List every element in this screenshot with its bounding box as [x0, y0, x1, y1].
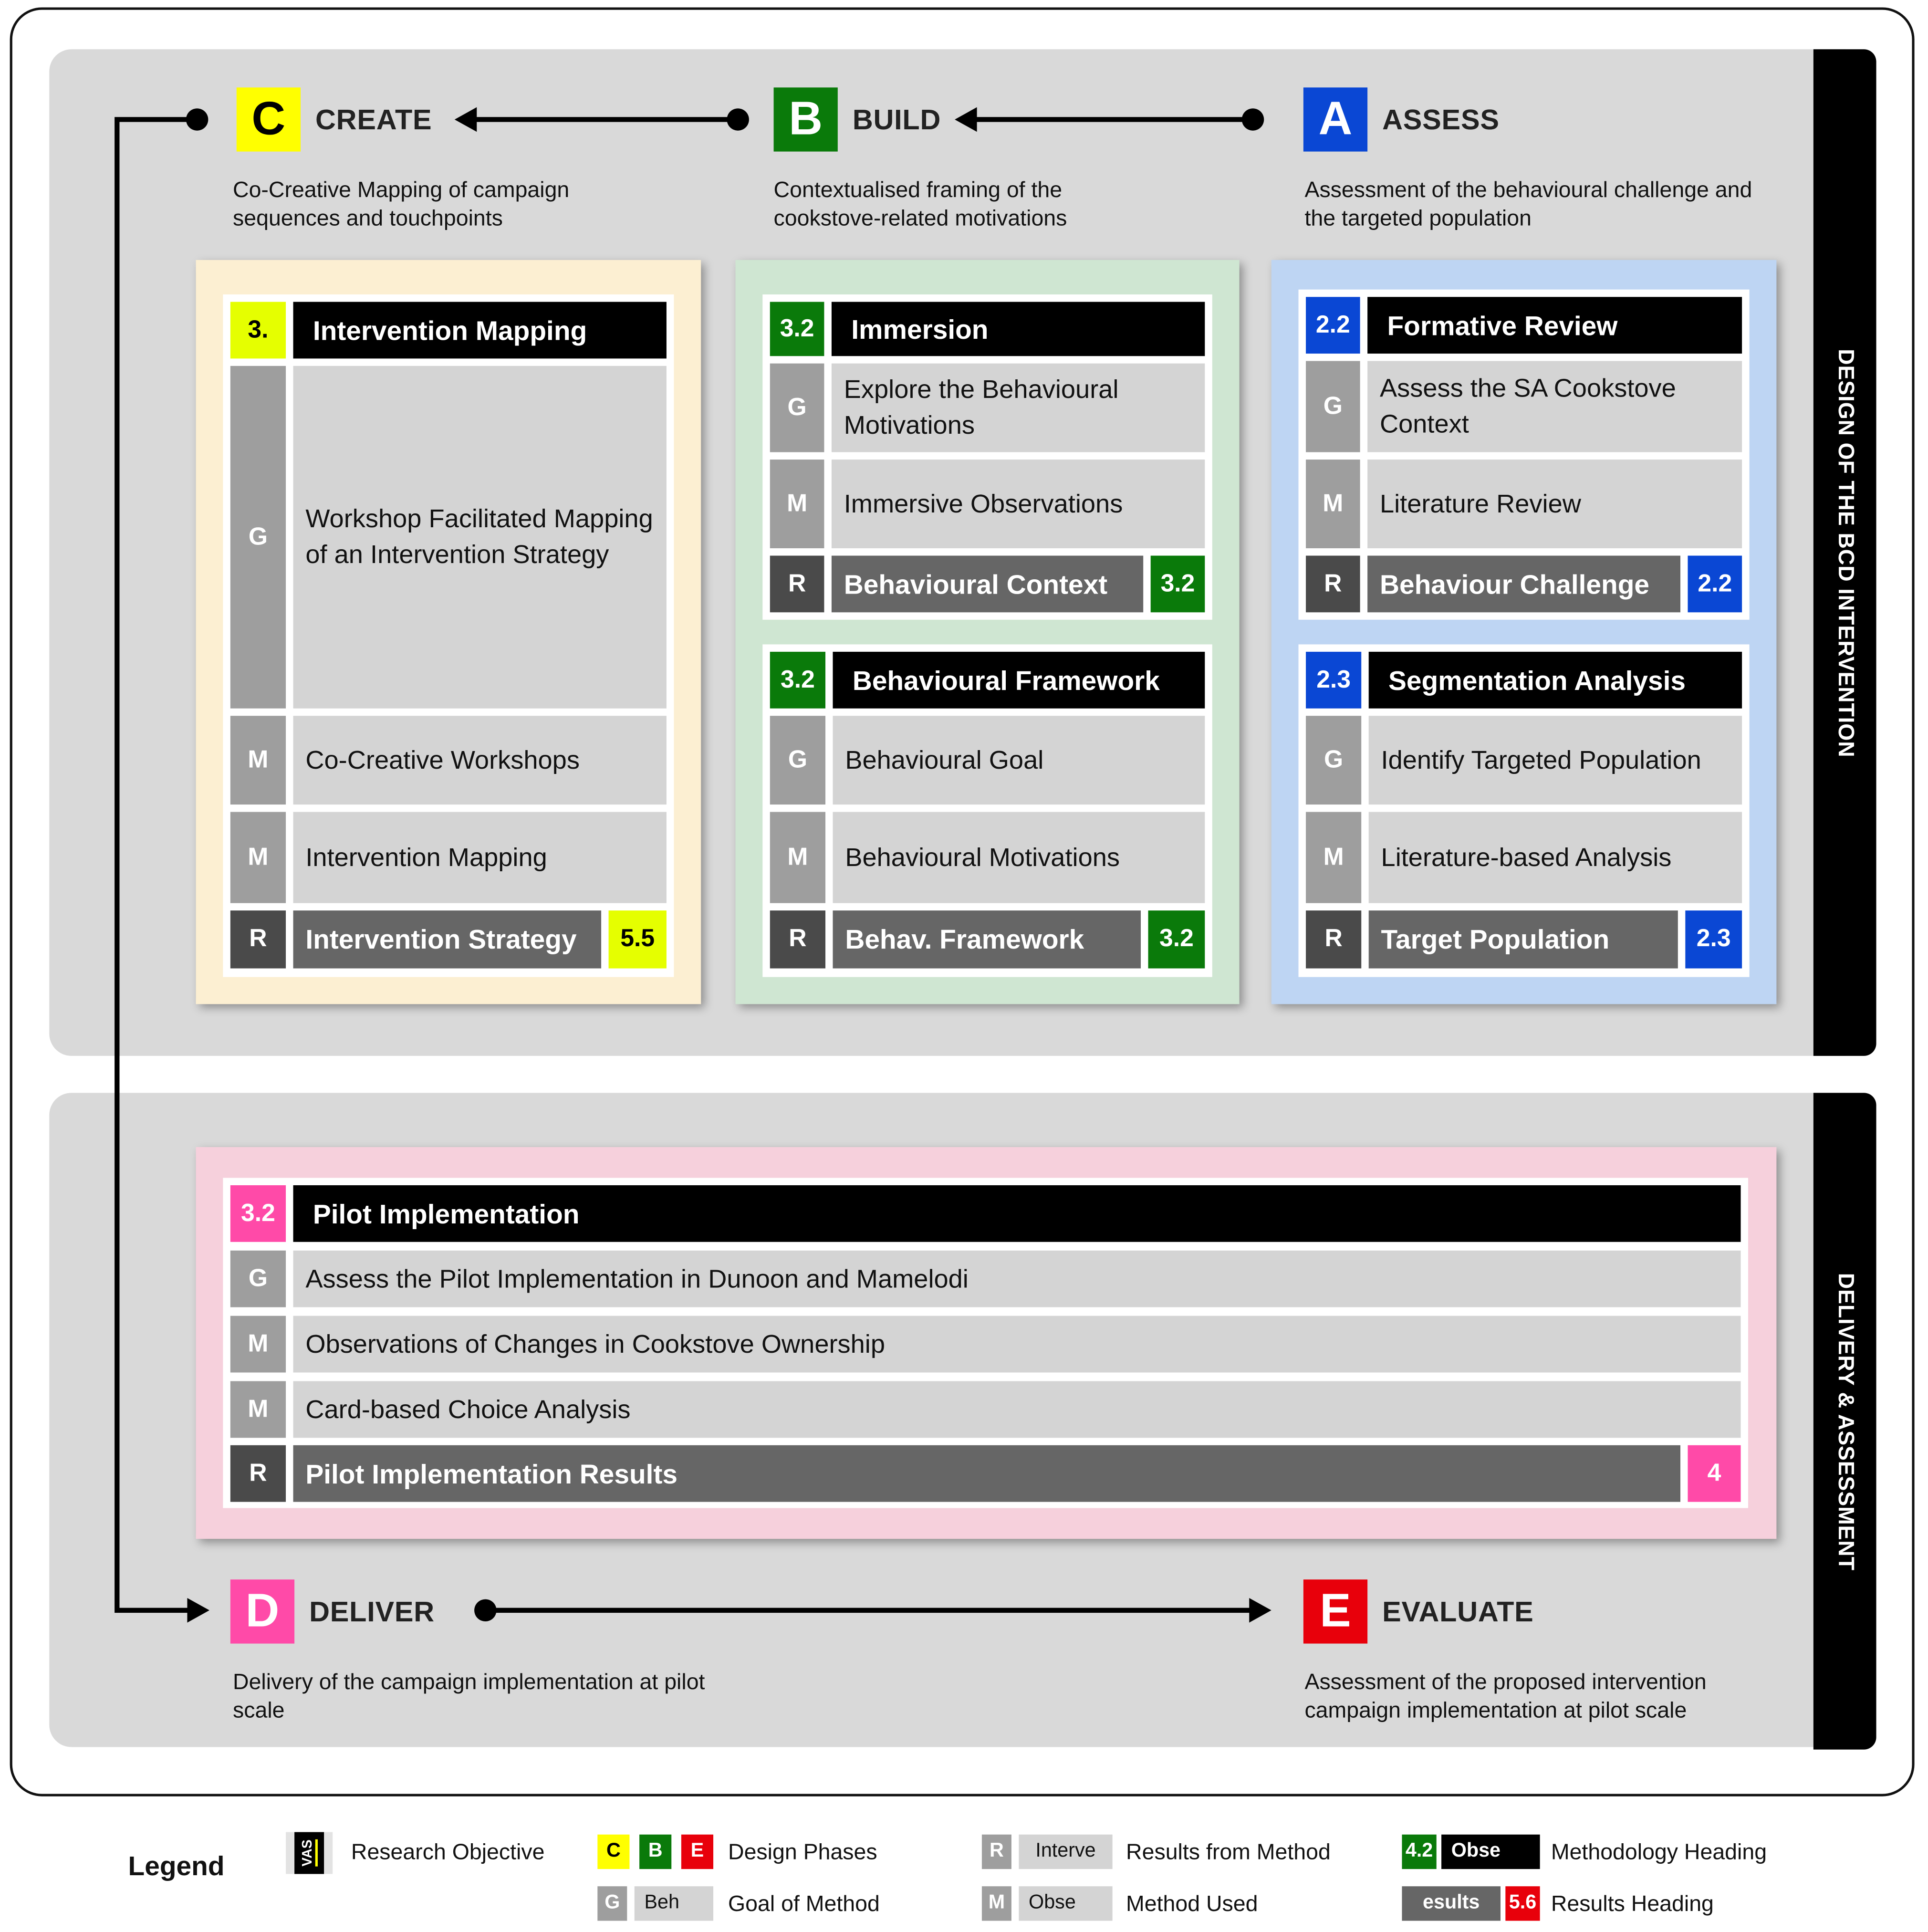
result-heading: Behaviour Challenge: [1367, 556, 1680, 613]
legend-r-sample: Interve: [1019, 1835, 1112, 1869]
legend-design-phases: Design Phases: [728, 1839, 877, 1864]
method-text: Immersive Observations: [832, 460, 1205, 548]
phase-assess-description: Assessment of the behavioural challenge and the targeted population: [1304, 177, 1752, 230]
method-tag: M: [230, 1316, 286, 1373]
legend-goal-of-method: Goal of Method: [728, 1891, 880, 1916]
legend-g-sample: Beh: [635, 1886, 713, 1921]
legend-phase-b: B: [639, 1835, 671, 1869]
result-tag: R: [1306, 910, 1361, 968]
methodology-heading: Intervention Mapping: [293, 302, 667, 359]
methodology-heading: Behavioural Framework: [833, 652, 1205, 709]
phase-evaluate-label: EVALUATE: [1382, 1595, 1534, 1627]
legend-rh-num: 5.6: [1505, 1886, 1540, 1921]
method-text: Co-Creative Workshops: [293, 716, 667, 804]
goal-tag: G: [230, 1251, 286, 1307]
legend-mh-num: 4.2: [1402, 1835, 1436, 1869]
legend-g-tag: G: [597, 1886, 627, 1921]
goal-tag: G: [1306, 361, 1360, 452]
arrow-deliver-to-evaluate: [474, 1598, 1271, 1623]
legend-research-objective: Research Objective: [351, 1839, 545, 1864]
phase-build-letter: B: [774, 87, 838, 151]
segmentation-analysis-block: [1299, 644, 1750, 977]
method-text: Observations of Changes in Cookstove Ownership: [293, 1316, 1741, 1373]
result-heading: Behav. Framework: [833, 910, 1141, 968]
method-text: Behavioural Motivations: [833, 812, 1205, 903]
result-tag: R: [1306, 556, 1360, 613]
phase-create-label: CREATE: [315, 103, 432, 135]
section-number-badge: 3.: [230, 302, 286, 359]
goal-tag: G: [770, 364, 824, 452]
methodology-heading: Immersion: [832, 302, 1205, 356]
method-text: Card-based Choice Analysis: [293, 1381, 1741, 1438]
phase-deliver-description: Delivery of the campaign implementation at pilot scale: [233, 1669, 705, 1723]
intervention-mapping-block: [223, 294, 674, 977]
legend-results-from-method: Results from Method: [1126, 1839, 1331, 1864]
method-tag: M: [770, 812, 825, 903]
result-heading: Pilot Implementation Results: [293, 1445, 1680, 1502]
legend-mh-sample: Obse: [1441, 1835, 1540, 1869]
goal-tag: G: [230, 366, 286, 709]
result-number-badge: 2.2: [1688, 556, 1742, 613]
phase-deliver-letter: D: [230, 1579, 294, 1643]
build-card: [736, 260, 1240, 1004]
result-tag: R: [230, 1445, 286, 1502]
goal-text: Assess the SA Cookstove Context: [1367, 361, 1742, 452]
method-text: Intervention Mapping: [293, 812, 667, 903]
methodology-heading: Pilot Implementation: [293, 1185, 1741, 1242]
legend-vas-badge: [294, 1832, 324, 1874]
phase-create-description: Co-Creative Mapping of campaign sequences and touchpoints: [233, 177, 570, 230]
section-number-badge: 2.2: [1306, 297, 1360, 354]
legend-title: Legend: [128, 1850, 225, 1881]
arrow-build-to-create: [455, 107, 749, 132]
phase-build: [774, 87, 941, 151]
result-heading: Intervention Strategy: [293, 910, 602, 968]
immersion-block: [762, 294, 1212, 620]
legend-phase-e: E: [681, 1835, 713, 1869]
legend-methodology-heading: Methodology Heading: [1551, 1839, 1767, 1864]
result-heading: Target Population: [1369, 910, 1678, 968]
pilot-implementation-block: [223, 1178, 1748, 1508]
method-tag: M: [230, 812, 286, 903]
method-tag: M: [1306, 460, 1360, 548]
section-number-badge: 2.3: [1306, 652, 1361, 709]
section-number-badge: 3.2: [770, 652, 825, 709]
section-number-badge: 3.2: [230, 1185, 286, 1242]
method-tag: M: [770, 460, 824, 548]
phase-create: [237, 87, 432, 151]
delivery-sidebar-label: DELIVERY & ASSESSMENT: [1833, 1272, 1858, 1570]
method-tag: M: [230, 1381, 286, 1438]
legend-rh-sample: esults: [1402, 1886, 1501, 1921]
legend-vas-text: VAS: [301, 1839, 318, 1866]
goal-tag: G: [770, 716, 825, 804]
result-tag: R: [770, 910, 825, 968]
formative-review-block: [1299, 290, 1750, 620]
result-number-badge: 5.5: [609, 910, 667, 968]
legend-m-tag: M: [982, 1886, 1011, 1921]
legend-research-objective-swatch: [286, 1832, 333, 1874]
phase-build-description: Contextualised framing of the cookstove-related motivations: [773, 177, 1067, 230]
legend-results-heading: Results Heading: [1551, 1891, 1714, 1916]
design-sidebar-label: DESIGN OF THE BCD INTERVENTION: [1833, 348, 1858, 757]
methodology-heading: Segmentation Analysis: [1369, 652, 1742, 709]
method-text: Literature-based Analysis: [1369, 812, 1742, 903]
method-tag: M: [1306, 812, 1361, 903]
methodology-heading: Formative Review: [1367, 297, 1742, 354]
result-tag: R: [770, 556, 824, 613]
phase-evaluate: [1303, 1579, 1534, 1643]
phase-deliver: [230, 1579, 435, 1643]
behavioural-framework-block: [762, 644, 1212, 977]
phase-assess-label: ASSESS: [1382, 103, 1500, 135]
method-tag: M: [230, 716, 286, 804]
goal-text: Explore the Behavioural Motivations: [832, 364, 1205, 452]
create-card: [196, 260, 701, 1004]
phase-evaluate-letter: E: [1303, 1579, 1367, 1643]
phase-assess: [1303, 87, 1500, 151]
result-number-badge: 2.3: [1685, 910, 1742, 968]
phase-create-letter: C: [237, 87, 301, 151]
goal-text: Assess the Pilot Implementation in Dunoon and Mamelodi: [293, 1251, 1741, 1307]
goal-text: Identify Targeted Population: [1369, 716, 1742, 804]
legend-phase-c: C: [597, 1835, 629, 1869]
result-number-badge: 4: [1688, 1445, 1740, 1502]
result-tag: R: [230, 910, 286, 968]
goal-tag: G: [1306, 716, 1361, 804]
goal-text: Workshop Facilitated Mapping of an Intervention Strategy: [293, 366, 667, 709]
legend-method-used: Method Used: [1126, 1891, 1258, 1916]
phase-build-label: BUILD: [852, 103, 941, 135]
phase-deliver-label: DELIVER: [309, 1595, 435, 1627]
method-text: Literature Review: [1367, 460, 1742, 548]
section-number-badge: 3.2: [770, 302, 824, 356]
legend-m-sample: Obse: [1019, 1886, 1112, 1921]
result-heading: Behavioural Context: [832, 556, 1143, 613]
phase-assess-letter: A: [1303, 87, 1367, 151]
result-number-badge: 3.2: [1151, 556, 1205, 613]
arrow-assess-to-build: [955, 107, 1264, 132]
goal-text: Behavioural Goal: [833, 716, 1205, 804]
phase-evaluate-description: Assessment of the proposed intervention campaign implementation at pilot scale: [1304, 1669, 1707, 1723]
legend-r-tag: R: [982, 1835, 1011, 1869]
deliver-card: [196, 1147, 1777, 1539]
assess-card: [1271, 260, 1777, 1004]
result-number-badge: 3.2: [1148, 910, 1205, 968]
